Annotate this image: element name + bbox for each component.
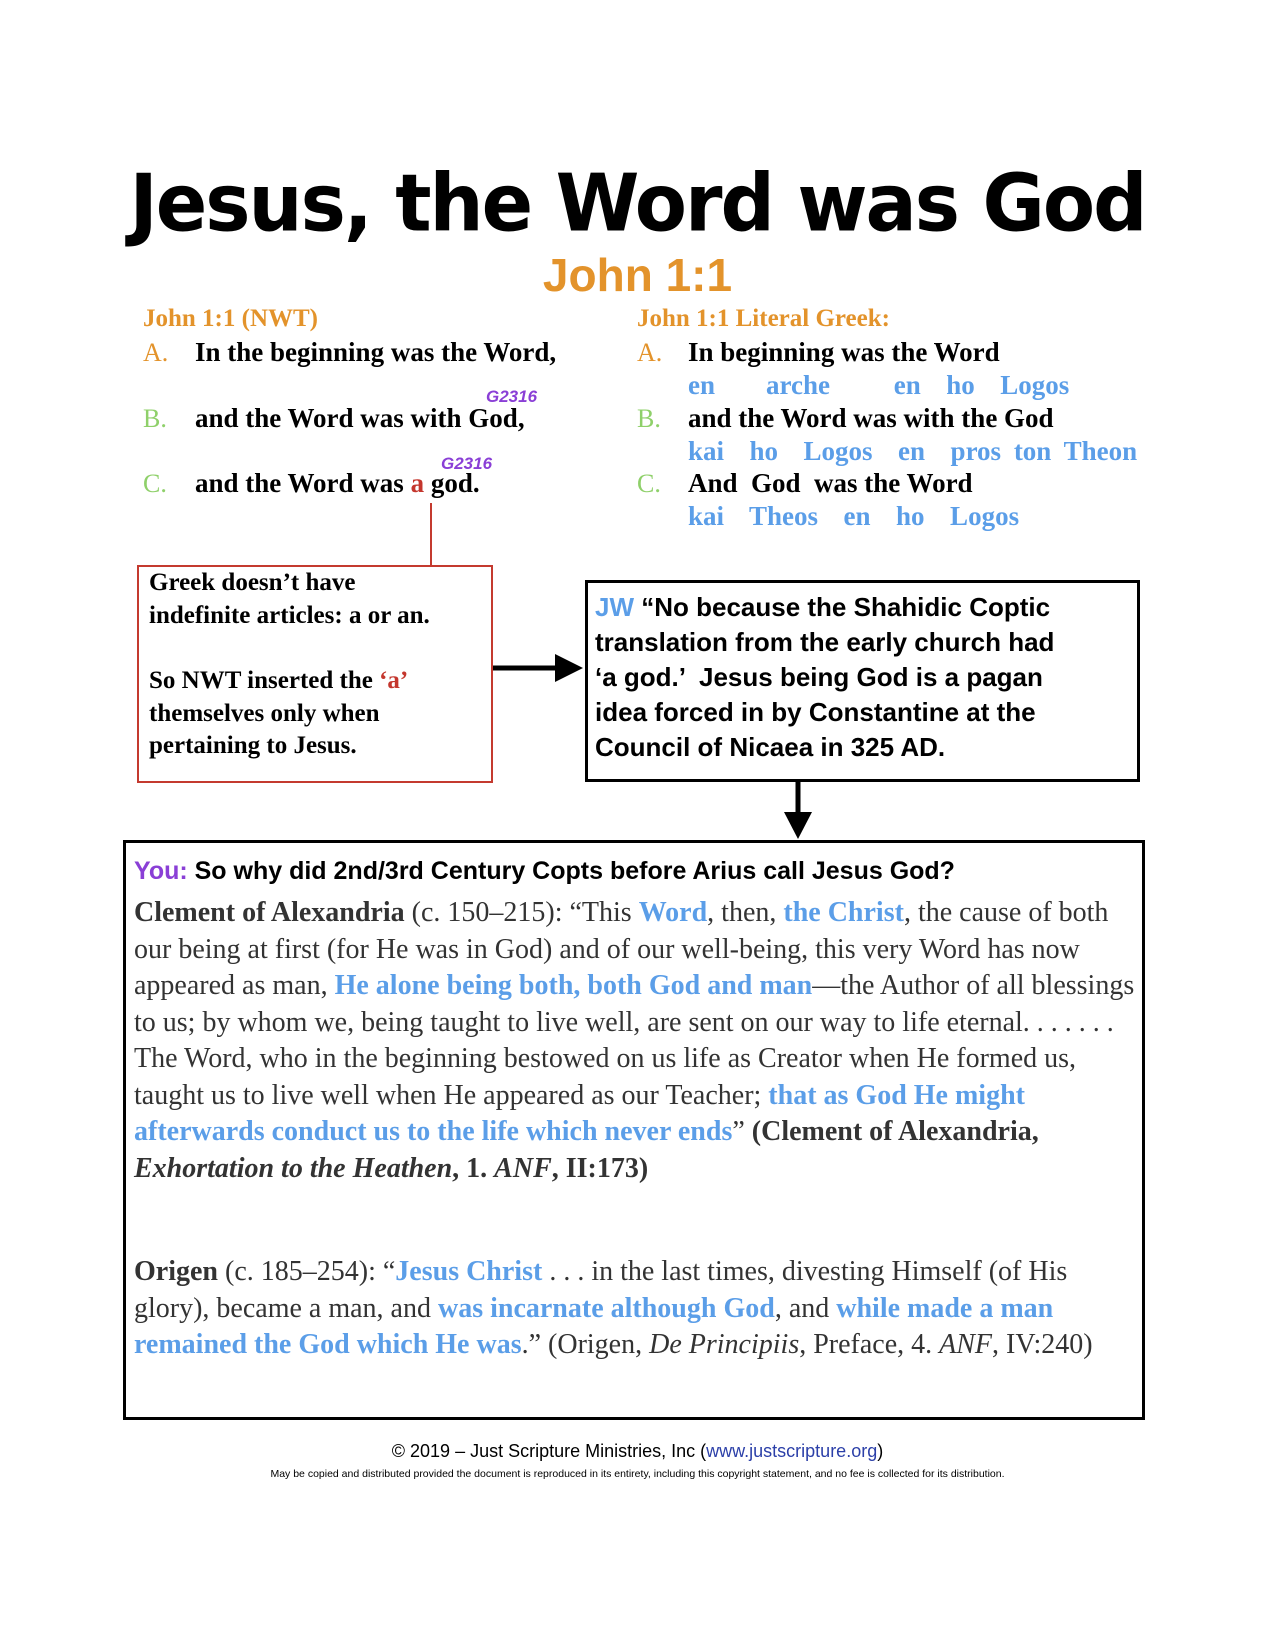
clement-highlight-3: He alone being both, both God and man: [334, 970, 813, 1001]
greek-transliteration-c: kai Theos en ho Logos: [688, 501, 1020, 531]
nwt-heading: John 1:1 (NWT): [143, 305, 319, 332]
clement-quote: [134, 895, 1142, 1187]
greek-english-c: And God was the Word: [688, 468, 973, 498]
greek-heading: John 1:1 Literal Greek:: [637, 305, 890, 332]
clement-highlight-2: the Christ: [783, 897, 904, 928]
distribution-notice: May be copied and distributed provided the document is reproduced in its entirety, including this copyright statement, and no fee is collected for its distribution.: [270, 1468, 1005, 1480]
clement-citation-anf: ANF: [494, 1152, 552, 1184]
greek-letter-c: C.: [637, 469, 661, 498]
nwt-letter-c: C.: [143, 469, 167, 498]
down-arrow-icon: [781, 782, 815, 840]
origen-text-2: . . . in the last times, divesting Himself (of His glory), became a man, and: [134, 1256, 1068, 1324]
jw-line-2: translation from the early church had: [595, 627, 1055, 657]
nwt-letter-a: A.: [143, 338, 169, 367]
note-line-5: pertaining to Jesus.: [149, 732, 357, 759]
clement-text-1: (c. 150–215): “This: [404, 897, 639, 928]
clement-highlight-1: Word: [638, 897, 708, 928]
clement-citation: (Clement of Alexandria,: [751, 1116, 1039, 1147]
page-subtitle: John 1:1: [542, 249, 733, 301]
note-line-4: themselves only when: [149, 700, 380, 727]
website-link[interactable]: www.justscripture.org: [706, 1441, 878, 1461]
greek-english-b: and the Word was with the God: [688, 403, 1054, 433]
greek-transliteration-b: kai ho Logos en pros ton Theon: [688, 436, 1138, 466]
clement-name: Clement of Alexandria: [134, 897, 405, 928]
origen-citation-anf: ANF: [939, 1329, 993, 1360]
greek-transliteration-a: en arche en ho Logos: [688, 370, 1070, 400]
nwt-line-c-pre: and the Word was: [195, 468, 411, 498]
note-line-2: indefinite articles: a or an.: [149, 602, 430, 629]
clement-text-5: ”: [732, 1116, 752, 1147]
origen-text-6: , IV:240): [992, 1329, 1093, 1360]
jw-line-4: idea forced in by Constantine at the: [595, 697, 1036, 727]
you-label: You:: [134, 857, 188, 885]
you-question-text: So why did 2nd/3rd Century Copts before Arius call Jesus God?: [187, 857, 955, 885]
inserted-article: a: [410, 468, 425, 498]
clement-text-2: , then,: [707, 897, 784, 928]
strongs-number-b: G2316: [486, 387, 538, 406]
clement-text-4: —the Author of all blessings to us; by whom we, being taught to live well, are sent on our way to life eternal. . . . . . . The Word, who in the beginning bestowed on us life as Creator when He formed us, taught us to live well when He appeared as our Teacher;: [134, 970, 1135, 1111]
clement-citation-3: , II:173): [551, 1152, 649, 1184]
origen-citation-work: De Principiis: [649, 1329, 800, 1360]
origen-highlight-3: while made a man remained the God which He was: [134, 1292, 1054, 1360]
right-arrow-icon: [493, 651, 585, 685]
jw-line-1: [595, 592, 1050, 623]
nwt-letter-b: B.: [143, 404, 167, 433]
note-line-1: Greek doesn’t have: [149, 569, 356, 596]
jw-line-1-text: “No because the Shahidic Coptic: [634, 592, 1051, 622]
origen-text-5: , Preface, 4.: [799, 1329, 940, 1360]
clement-citation-work: Exhortation to the Heathen: [134, 1152, 453, 1184]
origen-text-3: , and: [774, 1292, 837, 1324]
greek-letter-a: A.: [637, 338, 663, 367]
page-title: Jesus, the Word was God: [129, 155, 1146, 250]
greek-letter-b: B.: [637, 404, 661, 433]
origen-highlight-2: was incarnate although God: [437, 1292, 775, 1324]
note-line-3: [149, 667, 408, 695]
origen-text-4: .” (Origen,: [521, 1329, 650, 1360]
jw-line-5: Council of Nicaea in 325 AD.: [595, 732, 946, 762]
note-line-3-text: So NWT inserted the: [149, 667, 380, 694]
nwt-line-c: [195, 468, 480, 499]
copyright-line: [0, 1441, 1275, 1462]
copyright-text: © 2019 – Just Scripture Ministries, Inc (: [391, 1441, 707, 1461]
nwt-line-c-post: god.: [424, 468, 480, 498]
jw-label: JW: [595, 592, 634, 622]
jw-line-3: ‘a god.’ Jesus being God is a pagan: [595, 662, 1043, 692]
origen-text-1: (c. 185–254): “: [218, 1256, 396, 1287]
you-question: [134, 857, 955, 886]
nwt-line-a: In the beginning was the Word,: [195, 337, 557, 367]
origen-quote: [134, 1254, 1142, 1364]
nwt-line-b: and the Word was with God,: [195, 403, 525, 433]
origen-highlight-1: Jesus Christ: [395, 1256, 543, 1287]
clement-highlight-4: that as God He might afterwards conduct us to the life which never ends: [134, 1079, 1025, 1147]
connector-line: [430, 503, 432, 566]
clement-text-3: , the cause of both our being at first (for He was in God) and of our well-being, this very Word has now appeared as man,: [134, 897, 1109, 1001]
origen-name: Origen: [134, 1256, 218, 1287]
greek-english-a: In beginning was the Word: [688, 337, 1000, 367]
copyright-close: ): [877, 1441, 884, 1461]
clement-citation-2: , 1.: [452, 1152, 495, 1184]
note-article-mark: ‘a’: [379, 667, 409, 694]
strongs-number-c: G2316: [441, 454, 493, 473]
